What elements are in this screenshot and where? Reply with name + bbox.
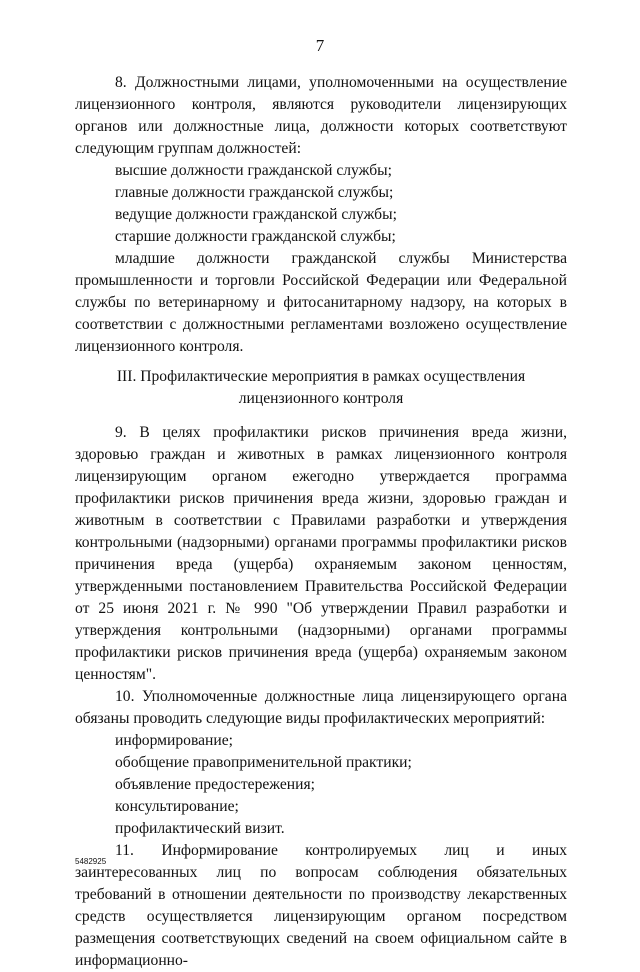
list-item: главные должности гражданской службы; <box>115 184 394 201</box>
list-item: профилактический визит. <box>115 820 285 837</box>
paragraph-8-last-item: младшие должности гражданской службы Министерства промышленности и торговли Российской Федерации или Федеральной службы по ветеринарному и фитосанитарному надзору, на которых в соответствии с должностными регламентами возложено осуществление лицензионного контроля. <box>75 250 567 355</box>
list-item: информирование; <box>115 732 233 749</box>
list-item: консультирование; <box>115 798 239 815</box>
list-item: ведущие должности гражданской службы; <box>115 206 397 223</box>
paragraph-11: 11. Информирование контролируемых лиц и иных заинтересованных лиц по вопросам соблюдения обязательных требований в отношении деятельности по производству лекарственных средств осуществляется лицензирующим органом посредством размещения соответствующих сведений на своем официальном сайте в информационно- <box>75 842 567 969</box>
document-body <box>75 72 567 972</box>
page-number: 7 <box>315 36 325 55</box>
paragraph-8: 8. Должностными лицами, уполномоченными на осуществление лицензионного контроля, являются руководители лицензирующих органов или должностные лица, должности которых соответствуют следующим группам должностей: <box>75 74 567 157</box>
list-item: объявление предостережения; <box>115 776 315 793</box>
list-item: высшие должности гражданской службы; <box>115 162 392 179</box>
list-item: обобщение правоприменительной практики; <box>115 754 412 771</box>
paragraph-9: 9. В целях профилактики рисков причинения вреда жизни, здоровью граждан и животных в рамках лицензионного контроля лицензирующим органом ежегодно утверждается программа профилактики рисков причинения вреда жизни, здоровью граждан и животным в соответствии с Правилами разработки и утверждения контрольными (надзорными) органами программы профилактики рисков причинения вреда (ущерба) охраняемым законом ценностям, утвержденными постановлением Правительства Российской Федерации от 25 июня 2021 г. № 990 "Об утверждении Правил разработки и утверждения контрольными (надзорными) органами программы профилактики рисков причинения вреда (ущерба) охраняемым законом ценностям". <box>75 424 567 683</box>
section-heading <box>75 366 567 410</box>
section-heading-line-1: III. Профилактические мероприятия в рамках осуществления <box>116 368 526 385</box>
paragraph-10: 10. Уполномоченные должностные лица лицензирующего органа обязаны проводить следующие виды профилактических мероприятий: <box>75 688 567 727</box>
section-heading-line-2: лицензионного контроля <box>238 390 404 407</box>
document-code: 5482925 <box>75 857 107 866</box>
list-item: старшие должности гражданской службы; <box>115 228 396 245</box>
